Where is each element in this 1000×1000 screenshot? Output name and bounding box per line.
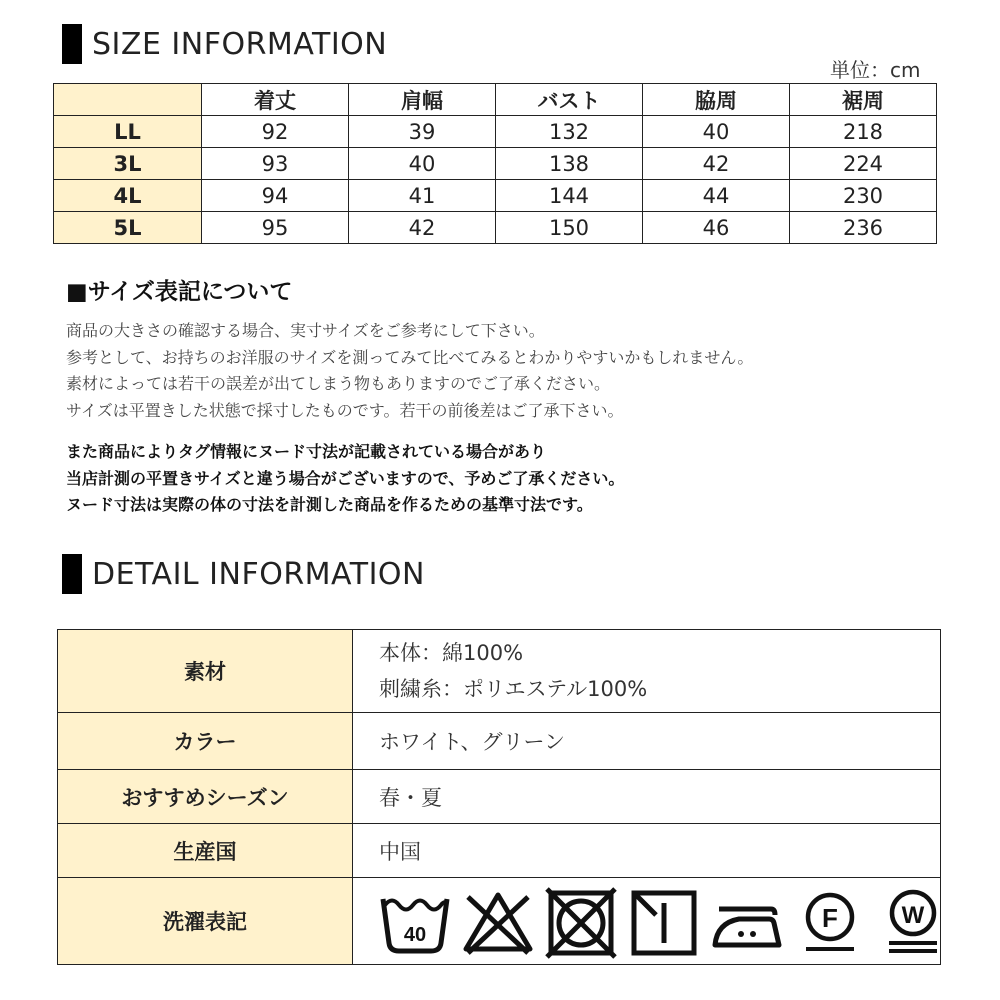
size-cell: 94 <box>202 180 349 212</box>
no-tumble-dry-icon <box>541 881 621 961</box>
detail-table <box>57 629 941 965</box>
table-row <box>54 212 937 244</box>
note-bold-line: また商品によりタグ情報にヌード寸法が記載されている場合があり <box>66 442 547 461</box>
note-bold-line: 当店計測の平置きサイズと違う場合がございますので、予めご了承ください。 <box>66 468 625 488</box>
size-header-bust: バスト <box>496 84 643 116</box>
size-cell: 44 <box>643 180 790 212</box>
line-dry-shade-icon <box>624 881 704 961</box>
title-bar <box>62 24 82 64</box>
note-bold-line: ヌード寸法は実際の体の寸法を計測した商品を作るための基準寸法です。 <box>66 495 593 514</box>
size-cell: 95 <box>202 212 349 244</box>
size-note-title: ■サイズ表記について <box>66 279 293 305</box>
size-header-empty <box>54 84 202 116</box>
size-label: 3L <box>54 148 202 180</box>
svg-text:40: 40 <box>403 924 427 946</box>
size-cell: 224 <box>790 148 937 180</box>
origin-value: 中国 <box>353 824 941 878</box>
origin-label: 生産国 <box>58 824 353 878</box>
iron-medium-icon <box>707 881 787 961</box>
size-label: 5L <box>54 212 202 244</box>
care-label: 洗濯表記 <box>58 878 353 965</box>
detail-row-material <box>58 630 941 713</box>
note-line: 素材によっては若干の誤差が出てしまう物もありますのでご了承ください。 <box>66 374 611 393</box>
size-cell: 93 <box>202 148 349 180</box>
size-cell: 218 <box>790 116 937 148</box>
note-line: サイズは平置きした状態で採寸したものです。若干の前後差はご了承下さい。 <box>66 400 624 420</box>
size-cell: 40 <box>643 116 790 148</box>
detail-row-season <box>58 770 941 824</box>
note-line: 参考として、お持ちのお洋服のサイズを測ってみて比べてみるとわかりやすいかもしれません。 <box>66 347 754 367</box>
size-cell: 132 <box>496 116 643 148</box>
table-row <box>54 180 937 212</box>
material-line: 本体：綿100% <box>379 641 524 665</box>
wash-40-icon <box>375 881 455 961</box>
size-cell: 42 <box>349 212 496 244</box>
size-cell: 42 <box>643 148 790 180</box>
season-value: 春・夏 <box>353 770 941 824</box>
svg-text:W: W <box>901 902 925 929</box>
color-value: ホワイト、グリーン <box>353 713 941 770</box>
detail-section-title <box>62 554 425 594</box>
size-table <box>53 83 937 244</box>
season-label: おすすめシーズン <box>58 770 353 824</box>
size-cell: 41 <box>349 180 496 212</box>
size-header-hem: 裾周 <box>790 84 937 116</box>
title-bar <box>62 554 82 594</box>
material-line: 刺繍糸：ポリエステル100% <box>379 677 648 701</box>
size-cell: 46 <box>643 212 790 244</box>
svg-text:F: F <box>822 903 838 933</box>
size-label: LL <box>54 116 202 148</box>
care-icons <box>375 881 940 961</box>
size-label: 4L <box>54 180 202 212</box>
size-cell: 230 <box>790 180 937 212</box>
size-cell: 144 <box>496 180 643 212</box>
size-cell: 150 <box>496 212 643 244</box>
material-value <box>353 630 941 713</box>
size-title-text: SIZE INFORMATION <box>92 26 388 62</box>
detail-row-color <box>58 713 941 770</box>
detail-title-text: DETAIL INFORMATION <box>92 556 425 592</box>
dry-clean-f-icon <box>790 881 870 961</box>
size-table-header <box>54 84 937 116</box>
care-value <box>353 878 941 965</box>
size-cell: 39 <box>349 116 496 148</box>
size-cell: 138 <box>496 148 643 180</box>
size-header-armhole: 脇周 <box>643 84 790 116</box>
note-line: 商品の大きさの確認する場合、実寸サイズをご参考にして下さい。 <box>66 321 545 340</box>
unit-label: 単位：cm <box>830 58 921 82</box>
size-section-title <box>62 24 387 64</box>
no-bleach-icon <box>458 881 538 961</box>
size-cell: 236 <box>790 212 937 244</box>
size-note-bold-text <box>66 439 624 519</box>
material-label: 素材 <box>58 630 353 713</box>
table-row <box>54 148 937 180</box>
size-header-length: 着丈 <box>202 84 349 116</box>
size-cell: 92 <box>202 116 349 148</box>
wet-clean-w-icon <box>873 881 953 961</box>
size-cell: 40 <box>349 148 496 180</box>
size-header-shoulder: 肩幅 <box>349 84 496 116</box>
table-row <box>54 116 937 148</box>
size-note-text <box>66 318 753 424</box>
color-label: カラー <box>58 713 353 770</box>
detail-row-care <box>58 878 941 965</box>
detail-row-origin <box>58 824 941 878</box>
